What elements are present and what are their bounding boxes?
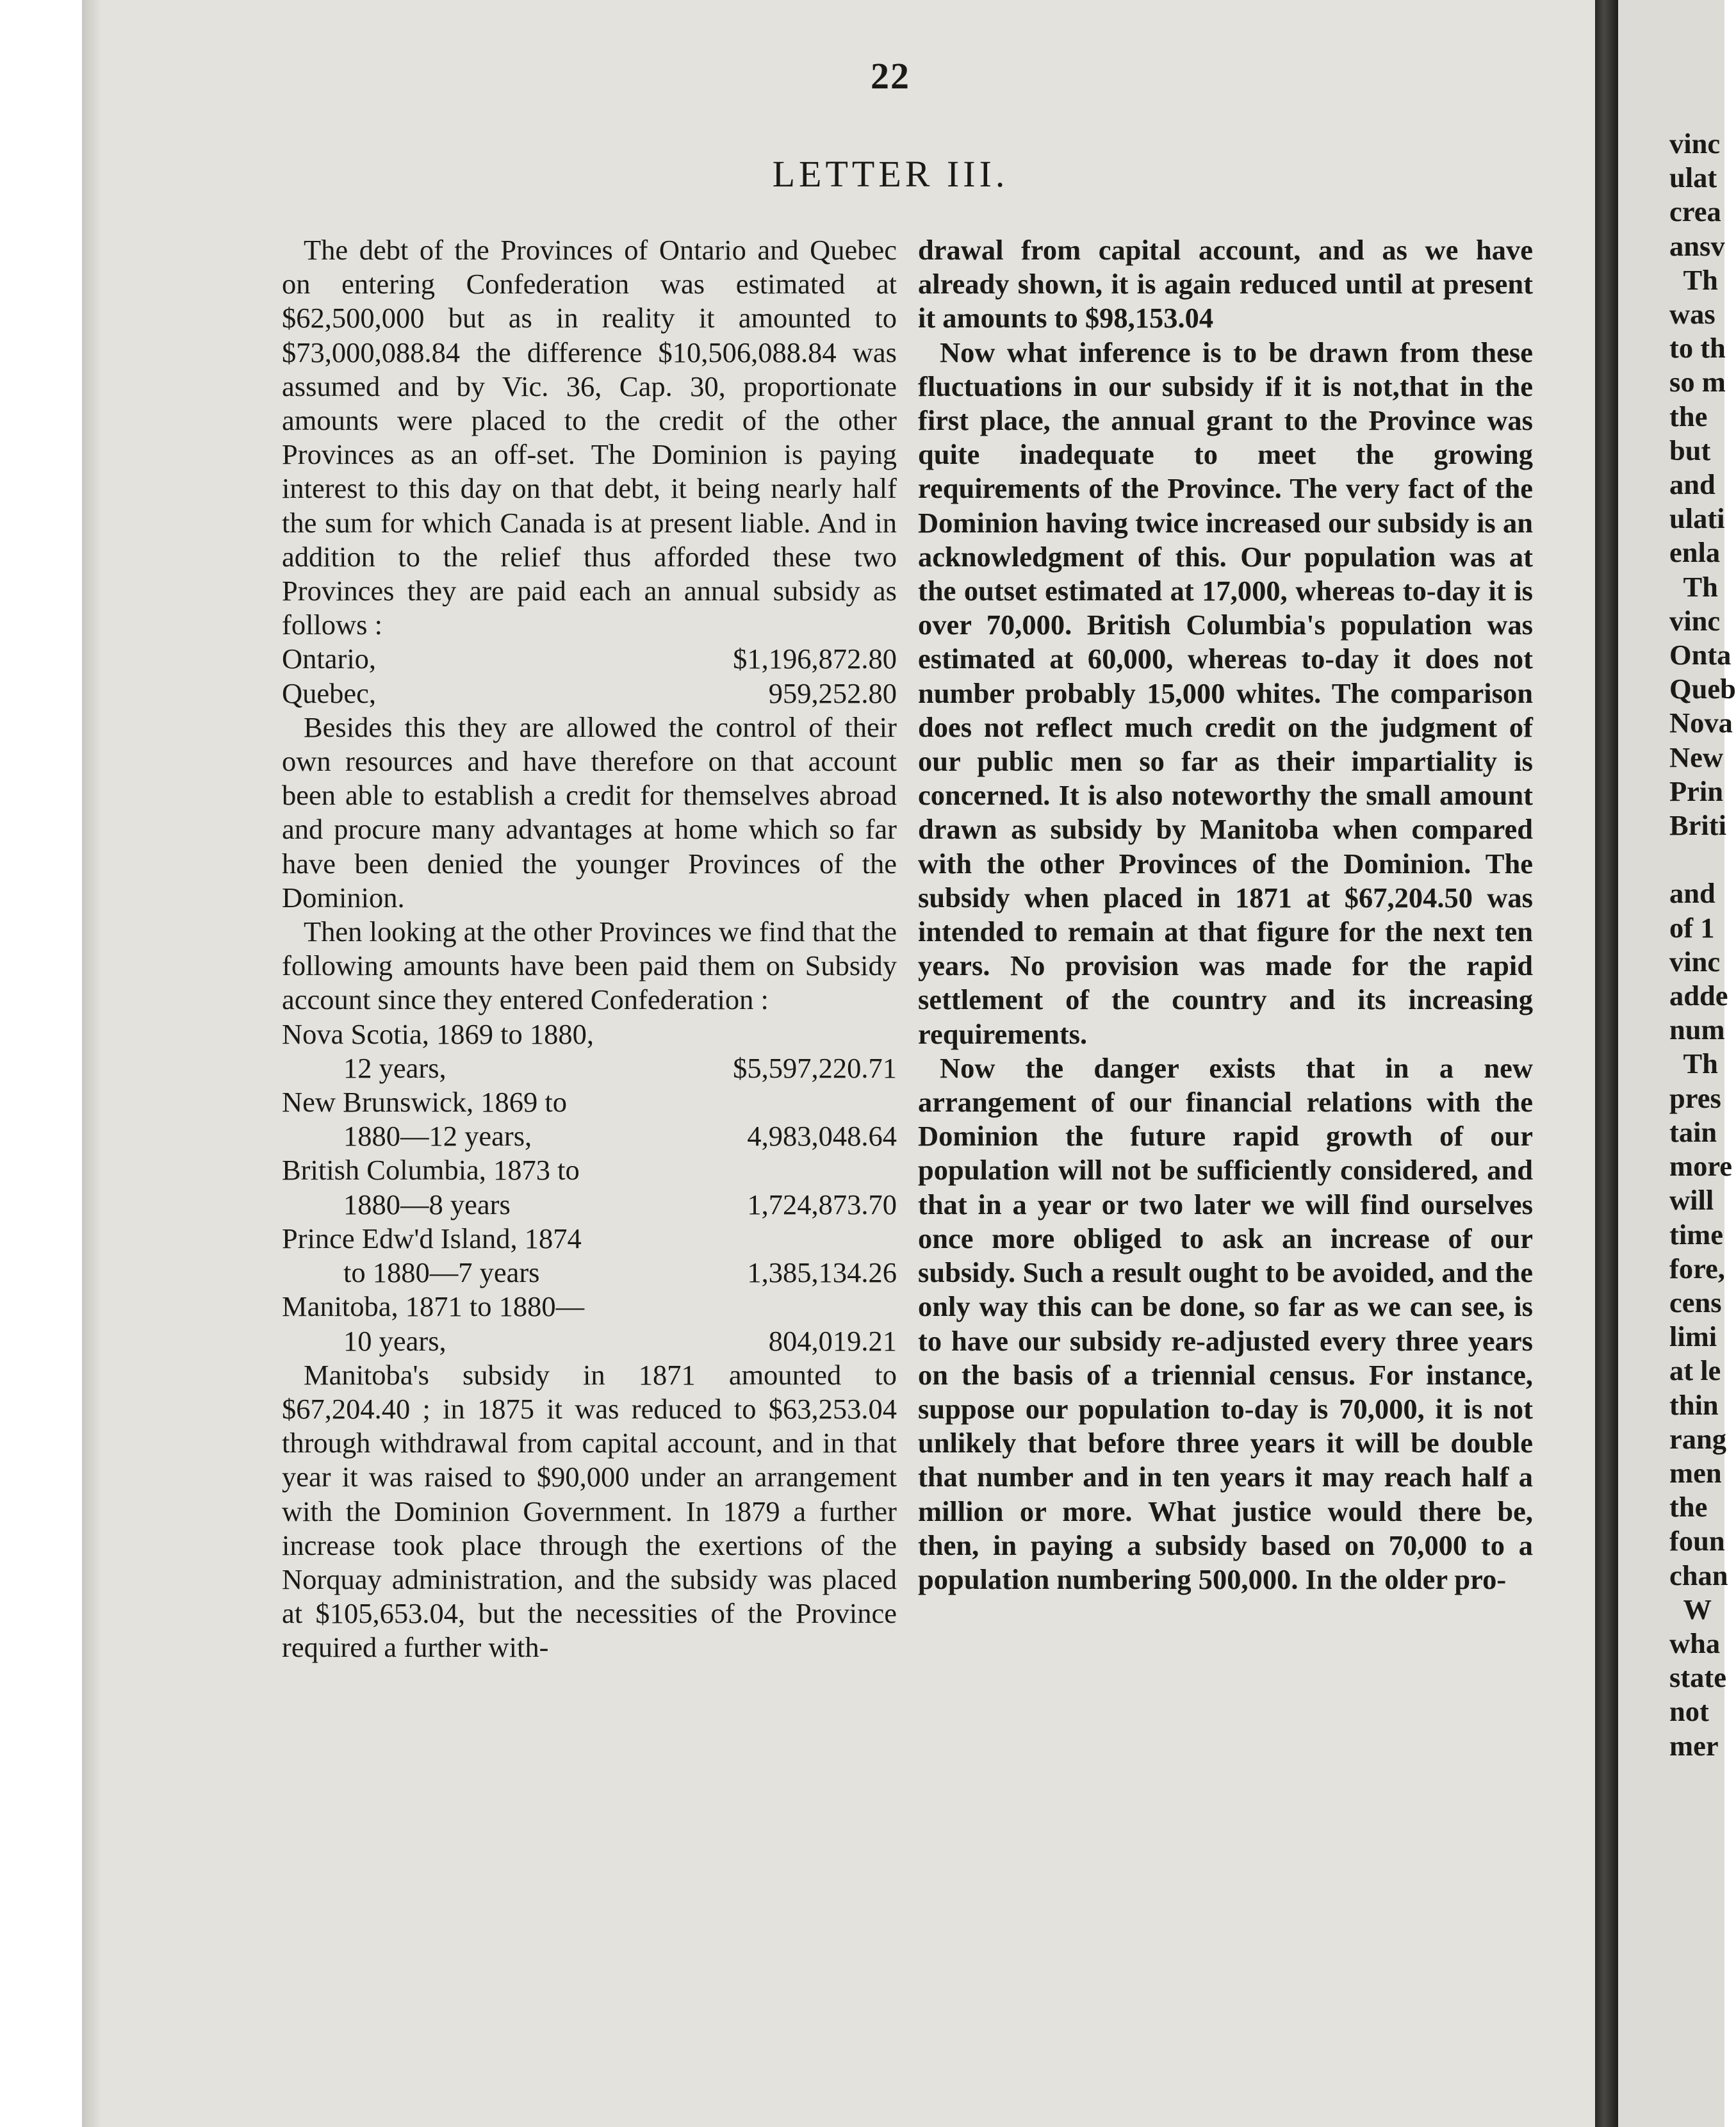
province-entry xyxy=(282,1017,897,1085)
province-amount: 804,019.21 xyxy=(768,1324,897,1357)
page-number: 22 xyxy=(871,55,910,97)
next-page-text-fragment: vinc ulat crea ansv Th was to th so m the but and ulati enla Th vinc Onta Queb Nova New Prin Briti and of 1 vinc adde num Th pres tain more will time fore, cens limi at le thin rang men the foun chan W wha state not mer xyxy=(1669,127,1736,1762)
paragraph: The debt of the Provinces of Ontario and Quebec on entering Confederation was estimated at $62,500,000 but as in reality it amounted to $73,000,088.84 the difference $10,506,088.84 was assumed and by Vic. 36, Cap. 30, proportionate amounts were placed to the credit of the other Provinces as an off-set. The Dominion is paying interest to this day on that debt, it being nearly half the sum for which Canada is at present liable. And in addition to the relief thus afforded these two Provinces they are paid each an annual subsidy as follows : xyxy=(282,234,897,641)
paragraph: Then looking at the other Provinces we find that the following amounts have been paid them on Subsidy account since they entered Confederation : xyxy=(282,916,897,1016)
subsidy-row xyxy=(282,677,897,710)
paragraph: Manitoba's subsidy in 1871 amounted to $67,204.40 ; in 1875 it was reduced to $63,253.04 through withdrawal from capital account, and in that year it was raised to $90,000 under an arrangement with the Dominion Government. In 1879 a further increase took place through the exertions of the Norquay administration, and the subsidy was placed at $105,653.04, but the necessities of the Province required a further with- xyxy=(282,1358,897,1664)
subsidy-row xyxy=(282,642,897,676)
left-column xyxy=(282,233,897,1665)
province-period: 10 years, xyxy=(343,1324,446,1357)
province-entry xyxy=(282,1222,897,1290)
province-entry xyxy=(282,1085,897,1153)
province-period: to 1880—7 years xyxy=(343,1256,540,1289)
province-amount: 4,983,048.64 xyxy=(747,1120,897,1153)
paragraph: Besides this they are allowed the control of their own resources and have therefore on that account been able to establish a credit for themselves abroad and procure many advantages at home which so far have been denied the younger Provinces of the Dominion. xyxy=(282,710,897,914)
province-entry xyxy=(282,1153,897,1221)
page-edge xyxy=(82,0,101,2127)
province-period: 1880—8 years xyxy=(343,1188,511,1220)
subsidy-label: Quebec, xyxy=(282,677,377,709)
letter-heading: LETTER III. xyxy=(772,153,1009,195)
paragraph: drawal from capital account, and as we have already shown, it is again reduced until at present it amounts to $98,153.04 xyxy=(918,234,1533,334)
province-name: Prince Edw'd Island, 1874 xyxy=(282,1222,582,1254)
province-name: Nova Scotia, 1869 to 1880, xyxy=(282,1017,594,1050)
province-entry xyxy=(282,1290,897,1358)
province-amount: 1,385,134.26 xyxy=(747,1256,897,1289)
subsidy-amount: 959,252.80 xyxy=(768,677,897,709)
paragraph: Now what inference is to be drawn from these fluctuations in our subsidy if it is not,that in the first place, the annual grant to the Province was quite inadequate to meet the growing requirements of the Province. The very fact of the Dominion having twice increased our subsidy is an acknowledgment of this. Our population was at the outset estimated at 17,000, whereas to-day it is over 70,000. British Columbia's population was estimated at 60,000, whereas to-day it does not number probably 15,000 whites. The comparison does not reflect much credit on the judgment of our public men so far as their impartiality is concerned. It is also noteworthy the small amount drawn as subsidy by Manitoba when compared with the other Provinces of the Dominion. The subsidy when placed in 1871 at $67,204.50 was intended to remain at that figure for the next ten years. No provision was made for the rapid settlement of the country and its increasing requirements. xyxy=(918,336,1533,1050)
province-amount: 1,724,873.70 xyxy=(747,1188,897,1220)
book-gutter xyxy=(1595,0,1618,2127)
subsidy-amount: $1,196,872.80 xyxy=(733,643,897,675)
province-period: 1880—12 years, xyxy=(343,1120,532,1153)
province-period: 12 years, xyxy=(343,1051,446,1084)
province-amount: $5,597,220.71 xyxy=(733,1051,897,1084)
right-column xyxy=(918,233,1533,1597)
province-name: Manitoba, 1871 to 1880— xyxy=(282,1290,585,1323)
subsidy-label: Ontario, xyxy=(282,643,377,675)
province-name: British Columbia, 1873 to xyxy=(282,1154,580,1187)
paragraph: Now the danger exists that in a new arrangement of our financial relations with the Dominion the future rapid growth of our population will not be sufficiently considered, and that in a year or two later we will find ourselves once more obliged to ask an increase of our subsidy. Such a result ought to be avoided, and the only way this can be done, so far as we can see, is to have our subsidy re-adjusted every three years on the basis of a triennial census. For instance, suppose our population to-day is 70,000, it is not unlikely that before three years it will be double that number and in ten years it may reach half a million or more. What justice would there be, then, in paying a subsidy based on 70,000 to a population numbering 500,000. In the older pro- xyxy=(918,1051,1533,1595)
next-page xyxy=(1618,0,1736,2127)
province-name: New Brunswick, 1869 to xyxy=(282,1086,567,1119)
